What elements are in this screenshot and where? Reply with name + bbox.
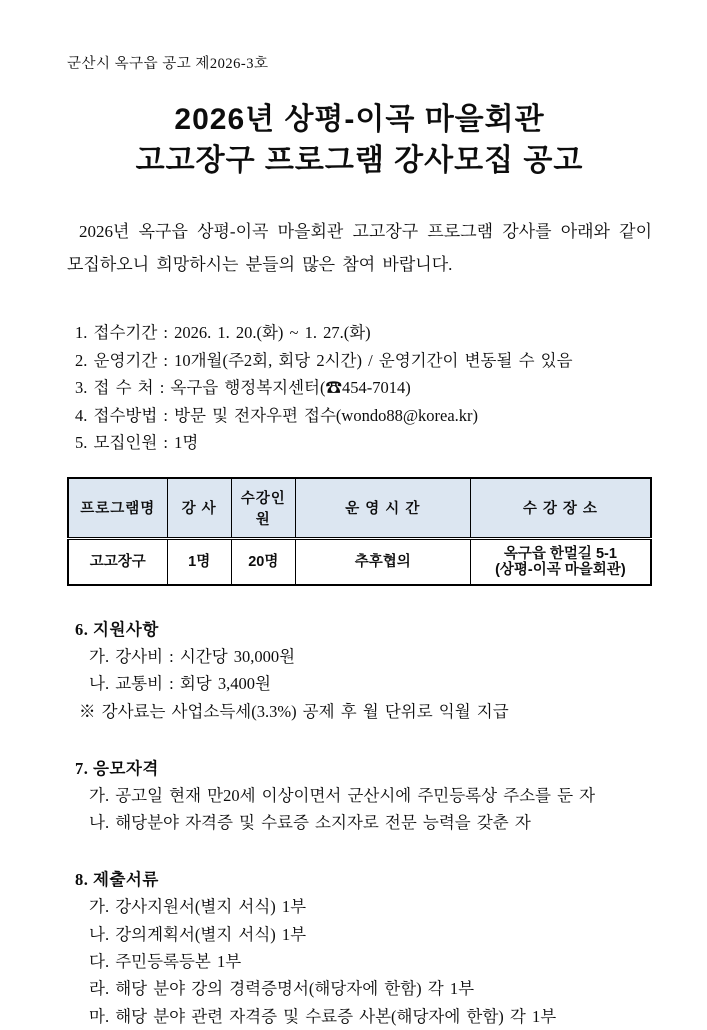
cell-program: 고고장구 [68,538,167,585]
section-documents-item-resident-register: 다. 주민등록등본 1부 [89,952,242,972]
cell-venue-line1: 옥구읍 한멀길 5-1 [503,545,617,562]
info-item-application-method: 4. 접수방법 : 방문 및 전자우편 접수(wondo88@korea.kr) [75,405,479,425]
section-qualification [75,755,652,837]
section-documents-item-lecture-plan: 나. 강의계획서(별지 서식) 1부 [89,924,307,944]
table-header-capacity: 수강인원 [231,478,295,539]
section-support-note: ※ 강사료는 사업소득세(3.3%) 공제 후 월 단위로 익월 지급 [79,701,509,721]
cell-capacity: 20명 [231,538,295,585]
table-header-schedule: 운 영 시 간 [295,478,470,539]
info-item-recruitment-count: 5. 모집인원 : 1명 [75,433,199,453]
table-header-venue: 수 강 장 소 [470,478,651,539]
table-header-instructor: 강 사 [167,478,231,539]
info-item-application-period: 1. 접수기간 : 2026. 1. 20.(화) ~ 1. 27.(화) [75,323,371,342]
info-list [75,319,652,457]
intro-paragraph: 2026년 옥구읍 상평-이곡 마을회관 고고장구 프로그램 강사를 아래와 같이 모집하오니 희망하시는 분들의 많은 참여 바랍니다. [67,222,652,274]
section-qualification-heading: 7. 응모자격 [75,758,159,778]
table-header-program: 프로그램명 [68,478,167,539]
section-qualification-item-certificate: 나. 해당분야 자격증 및 수료증 소지자로 전문 능력을 갖춘 자 [89,813,531,833]
cell-venue-line2: (상평-이곡 마을회관) [495,561,626,578]
section-documents-item-application: 가. 강사지원서(별지 서식) 1부 [89,897,307,917]
notice-number: 군산시 옥구읍 공고 제2026-3호 [67,56,269,72]
page-title [67,99,652,181]
section-qualification-item-residence: 가. 공고일 현재 만20세 이상이면서 군산시에 주민등록상 주소를 둔 자 [89,785,596,805]
section-documents-item-career-certificate: 라. 해당 분야 강의 경력증명서(해당자에 한함) 각 1부 [89,979,475,999]
section-documents-item-license-copy: 마. 해당 분야 관련 자격증 및 수료증 사본(해당자에 한함) 각 1부 [89,1006,557,1026]
program-table [67,477,652,586]
info-item-submission-place: 3. 접 수 처 : 옥구읍 행정복지센터(☎454-7014) [75,378,411,398]
section-support [75,616,652,725]
section-support-item-fee: 가. 강사비 : 시간당 30,000원 [89,646,296,666]
table-row [68,538,651,585]
section-documents-heading: 8. 제출서류 [75,870,159,890]
cell-venue [470,538,651,585]
cell-schedule: 추후협의 [295,538,470,585]
section-documents [75,866,652,1029]
info-item-operation-period: 2. 운영기간 : 10개월(주2회, 회당 2시간) / 운영기간이 변동될 수 있음 [75,350,573,370]
table-header-row [68,478,651,539]
page-title-line1: 2026년 상평-이곡 마을회관 [174,103,545,136]
page-title-line2: 고고장구 프로그램 강사모집 공고 [135,144,584,177]
cell-instructor: 1명 [167,538,231,585]
section-support-item-transport: 나. 교통비 : 회당 3,400원 [89,674,271,694]
section-support-heading: 6. 지원사항 [75,619,159,639]
